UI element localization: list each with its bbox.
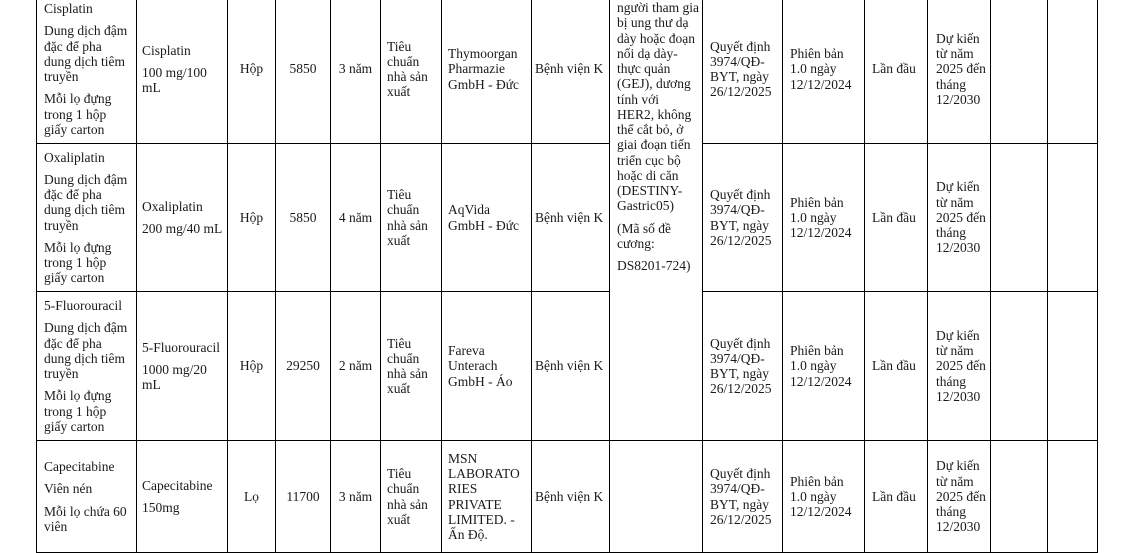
cell-empty — [1048, 144, 1098, 292]
cell-empty — [991, 144, 1048, 292]
cell-quantity: 11700 — [276, 441, 331, 553]
cell-empty — [991, 292, 1048, 441]
cell-decision: Quyết định 3974/QĐ-BYT, ngày 26/12/2025 — [703, 0, 783, 144]
cell-active-ingredient: 5-Fluorouracil 1000 mg/20 mL — [137, 292, 228, 441]
cell-shelf-life: 2 năm — [331, 292, 381, 441]
cell-version: Phiên bản 1.0 ngày 12/12/2024 — [783, 292, 865, 441]
cell-quality-standard: Tiêu chuẩn nhà sản xuất — [381, 0, 442, 144]
cell-decision: Quyết định 3974/QĐ-BYT, ngày 26/12/2025 — [703, 144, 783, 292]
cell-quality-standard: Tiêu chuẩn nhà sản xuất — [381, 441, 442, 553]
cell-unit: Hộp — [228, 144, 276, 292]
cell-unit: Hộp — [228, 0, 276, 144]
cell-timeline: Dự kiến từ năm 2025 đến tháng 12/2030 — [928, 292, 991, 441]
cell-unit: Lọ — [228, 441, 276, 553]
cell-quality-standard: Tiêu chuẩn nhà sản xuất — [381, 144, 442, 292]
cell-version: Phiên bản 1.0 ngày 12/12/2024 — [783, 441, 865, 553]
cell-registration-type: Lần đầu — [865, 144, 928, 292]
cell-timeline: Dự kiến từ năm 2025 đến tháng 12/2030 — [928, 0, 991, 144]
cell-empty — [1048, 0, 1098, 144]
cell-shelf-life: 3 năm — [331, 0, 381, 144]
cell-manufacturer: Fareva Unterach GmbH - Áo — [442, 292, 532, 441]
cell-shelf-life: 4 năm — [331, 144, 381, 292]
cell-drug-description: 5-Fluorouracil Dung dịch đậm đặc để pha dung dịch tiêm truyền Mỗi lọ đựng trong 1 hộp giấy carton — [37, 292, 137, 441]
cell-indication — [610, 441, 703, 553]
cell-indication: người tham gia bị ung thư dạ dày hoặc đoạn nối dạ dày-thực quản (GEJ), dương tính với HER2, không thể cắt bỏ, ở giai đoạn tiến triển cục bộ hoặc di căn (DESTINY-Gastric05) (Mã số đề cương: DS8201-724) — [610, 0, 703, 441]
cell-facility: Bệnh viện K — [532, 441, 610, 553]
cell-decision: Quyết định 3974/QĐ-BYT, ngày 26/12/2025 — [703, 441, 783, 553]
table-row — [37, 0, 1098, 144]
cell-active-ingredient: Oxaliplatin 200 mg/40 mL — [137, 144, 228, 292]
drug-procurement-table — [36, 0, 1098, 553]
cell-facility: Bệnh viện K — [532, 144, 610, 292]
cell-quantity: 29250 — [276, 292, 331, 441]
cell-drug-description: Capecitabine Viên nén Mỗi lọ chứa 60 viên — [37, 441, 137, 553]
cell-facility: Bệnh viện K — [532, 292, 610, 441]
cell-quality-standard: Tiêu chuẩn nhà sản xuất — [381, 292, 442, 441]
cell-quantity: 5850 — [276, 0, 331, 144]
cell-empty — [1048, 441, 1098, 553]
cell-drug-description: Oxaliplatin Dung dịch đậm đặc để pha dung dịch tiêm truyền Mỗi lọ đựng trong 1 hộp giấy carton — [37, 144, 137, 292]
cell-version: Phiên bản 1.0 ngày 12/12/2024 — [783, 0, 865, 144]
cell-manufacturer: MSN LABORATORIES PRIVATE LIMITED. - Ấn Độ. — [442, 441, 532, 553]
cell-manufacturer: Thymoorgan Pharmazie GmbH - Đức — [442, 0, 532, 144]
cell-registration-type: Lần đầu — [865, 441, 928, 553]
cell-registration-type: Lần đầu — [865, 292, 928, 441]
cell-drug-description: Cisplatin Dung dịch đậm đặc để pha dung dịch tiêm truyền Mỗi lọ đựng trong 1 hộp giấy carton — [37, 0, 137, 144]
cell-timeline: Dự kiến từ năm 2025 đến tháng 12/2030 — [928, 144, 991, 292]
cell-empty — [991, 0, 1048, 144]
cell-timeline: Dự kiến từ năm 2025 đến tháng 12/2030 — [928, 441, 991, 553]
cell-decision: Quyết định 3974/QĐ-BYT, ngày 26/12/2025 — [703, 292, 783, 441]
cell-manufacturer: AqVida GmbH - Đức — [442, 144, 532, 292]
table-row — [37, 144, 1098, 292]
cell-shelf-life: 3 năm — [331, 441, 381, 553]
cell-active-ingredient: Capecitabine 150mg — [137, 441, 228, 553]
cell-unit: Hộp — [228, 292, 276, 441]
cell-facility: Bệnh viện K — [532, 0, 610, 144]
table-row — [37, 292, 1098, 441]
cell-version: Phiên bản 1.0 ngày 12/12/2024 — [783, 144, 865, 292]
table-row — [37, 441, 1098, 553]
cell-registration-type: Lần đầu — [865, 0, 928, 144]
cell-quantity: 5850 — [276, 144, 331, 292]
cell-empty — [1048, 292, 1098, 441]
cell-empty — [991, 441, 1048, 553]
cell-active-ingredient: Cisplatin 100 mg/100 mL — [137, 0, 228, 144]
